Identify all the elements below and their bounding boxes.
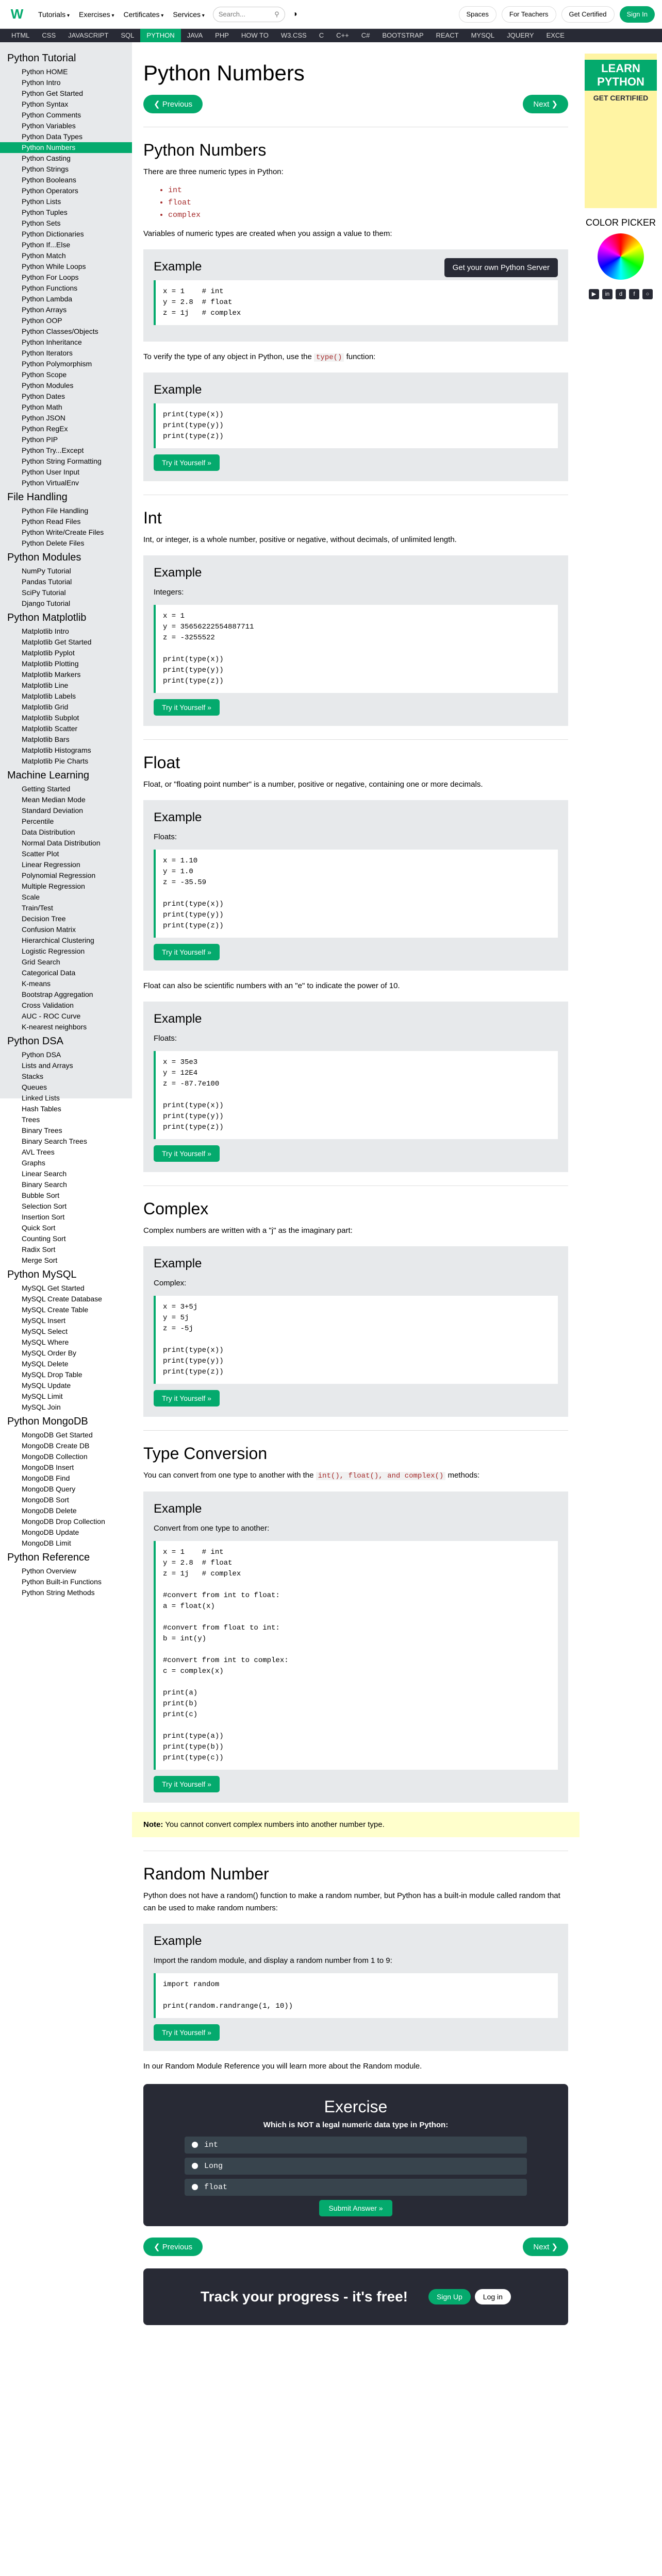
previous-button[interactable]: ❮ Previous bbox=[143, 2238, 203, 2256]
subnav-item[interactable]: HOW TO bbox=[241, 31, 269, 39]
subnav-item[interactable]: SQL bbox=[121, 31, 135, 39]
subnav-item[interactable]: C# bbox=[361, 31, 370, 39]
log-in-button[interactable]: Log in bbox=[475, 2289, 511, 2304]
sidebar-item[interactable]: Matplotlib Plotting bbox=[22, 659, 79, 668]
subnav-item[interactable]: PYTHON bbox=[140, 29, 180, 42]
code-block: x = 3+5j y = 5j z = -5j print(type(x)) print(type(y)) print(type(z)) bbox=[154, 1296, 558, 1384]
code-block: import random print(random.randrange(1, 10)) bbox=[154, 1973, 558, 2018]
sidebar-item[interactable]: MySQL Insert bbox=[22, 1316, 66, 1325]
subnav-item[interactable]: JAVA bbox=[187, 31, 203, 39]
float-text: Float, or "floating point number" is a number, positive or negative, containing one or more decimals. bbox=[143, 780, 483, 789]
sidebar-item[interactable]: NumPy Tutorial bbox=[22, 567, 71, 575]
subnav-item[interactable]: C++ bbox=[336, 31, 349, 39]
sidebar-item[interactable]: Python Operators bbox=[22, 187, 78, 195]
sidebar-item[interactable]: Data Distribution bbox=[22, 828, 75, 836]
sidebar-item[interactable]: Python VirtualEnv bbox=[22, 479, 79, 487]
sidebar-item[interactable]: Python Booleans bbox=[22, 176, 76, 184]
subnav-item[interactable]: JAVASCRIPT bbox=[68, 31, 109, 39]
sidebar-item[interactable]: Train/Test bbox=[22, 904, 53, 912]
sidebar-item[interactable]: Python OOP bbox=[22, 316, 62, 325]
subnav-item[interactable]: C bbox=[319, 31, 324, 39]
float-sci-text: Float can also be scientific numbers with an "e" to indicate the power of 10. bbox=[143, 981, 400, 991]
sidebar-item[interactable]: Binary Trees bbox=[22, 1126, 62, 1134]
code-block: x = 1.10 y = 1.0 z = -35.59 print(type(x)) print(type(y)) print(type(z)) bbox=[154, 850, 558, 938]
get-server-button[interactable]: Get your own Python Server bbox=[444, 258, 558, 277]
code-block: x = 1 # int y = 2.8 # float z = 1j # complex #convert from int to float: a = float(x) #convert from float to int: b = int(y) #convert from int to complex: c = complex(x) print(a) print(b) print(c) print(type(a)) print(type(b)) print(type(c)) bbox=[154, 1541, 558, 1770]
sidebar-item[interactable]: Python Match bbox=[22, 251, 66, 260]
sidebar-item[interactable]: MySQL Delete bbox=[22, 1360, 69, 1368]
sidebar-item[interactable]: Python Strings bbox=[22, 165, 69, 173]
example-box bbox=[143, 249, 568, 342]
example-box bbox=[143, 1924, 568, 2051]
sign-up-button[interactable]: Sign Up bbox=[428, 2289, 471, 2304]
search-input[interactable] bbox=[213, 7, 285, 22]
code-block: print(type(x)) print(type(y)) print(type(z)) bbox=[154, 403, 558, 448]
w3schools-logo[interactable]: W bbox=[10, 6, 24, 22]
sign-in-button[interactable] bbox=[620, 6, 655, 23]
example-label: Floats: bbox=[154, 1034, 177, 1043]
code-block: x = 1 y = 35656222554887711 z = -3255522 print(type(x)) print(type(y)) print(type(z)) bbox=[154, 605, 558, 693]
sidebar-section-title: Python MongoDB bbox=[7, 1416, 88, 1427]
sidebar-item[interactable]: MongoDB Drop Collection bbox=[22, 1517, 105, 1526]
sidebar-item[interactable]: Python DSA bbox=[22, 1050, 61, 1059]
example-box bbox=[143, 800, 568, 971]
try-it-button[interactable]: Try it Yourself » bbox=[154, 944, 220, 960]
sidebar-item[interactable]: MongoDB Collection bbox=[22, 1452, 88, 1461]
example-heading: Example bbox=[154, 566, 202, 580]
sidebar-item[interactable]: Binary Search bbox=[22, 1180, 67, 1189]
exercise-box bbox=[143, 2084, 568, 2226]
conversion-text-start: You can convert from one type to another with the bbox=[143, 1471, 314, 1480]
sidebar-item[interactable]: Python Built-in Functions bbox=[22, 1578, 102, 1586]
language-nav bbox=[0, 29, 662, 42]
sidebar-item[interactable]: Python Dates bbox=[22, 392, 65, 400]
sidebar-item[interactable]: Linked Lists bbox=[22, 1094, 60, 1102]
sidebar-item[interactable]: MongoDB Delete bbox=[22, 1506, 77, 1515]
sidebar-item[interactable]: Selection Sort bbox=[22, 1202, 67, 1210]
next-button[interactable]: Next ❯ bbox=[523, 95, 568, 113]
exercise-option[interactable]: int bbox=[185, 2137, 527, 2154]
teachers-button[interactable] bbox=[502, 6, 556, 23]
exercise-option[interactable]: Long bbox=[185, 2158, 527, 2175]
sidebar-section-title: File Handling bbox=[7, 492, 68, 503]
example-label: Import the random module, and display a random number from 1 to 9: bbox=[154, 1956, 392, 1965]
nav-certificates[interactable]: Certificates ▾ bbox=[123, 10, 163, 19]
example-heading: Example bbox=[154, 1934, 202, 1948]
verify-text-start: To verify the type of any object in Python, use the bbox=[143, 352, 312, 361]
sidebar-item[interactable]: Logistic Regression bbox=[22, 947, 85, 955]
sidebar-item[interactable]: Matplotlib Scatter bbox=[22, 724, 78, 733]
sidebar-item[interactable]: MySQL Drop Table bbox=[22, 1370, 82, 1379]
sidebar-item[interactable]: Trees bbox=[22, 1115, 40, 1124]
verify-text bbox=[143, 351, 568, 363]
sidebar-item[interactable]: Python Overview bbox=[22, 1567, 76, 1575]
try-it-button[interactable]: Try it Yourself » bbox=[154, 699, 220, 716]
random-reference-text: In our Random Module Reference you will learn more about the Random module. bbox=[143, 2061, 422, 2071]
sidebar-item[interactable]: Matplotlib Line bbox=[22, 681, 69, 689]
numeric-types-list bbox=[168, 184, 568, 222]
sidebar-item[interactable]: Normal Data Distribution bbox=[22, 839, 101, 847]
sidebar-item[interactable]: SciPy Tutorial bbox=[22, 588, 66, 597]
sidebar-item[interactable]: Standard Deviation bbox=[22, 806, 84, 815]
sidebar-item[interactable]: Python Delete Files bbox=[22, 539, 85, 547]
discord-icon[interactable]: d bbox=[616, 289, 626, 299]
exercise-question: Which is NOT a legal numeric data type in Python: bbox=[263, 2120, 449, 2129]
sidebar-item[interactable]: K-means bbox=[22, 979, 51, 988]
sidebar-item[interactable]: Python Get Started bbox=[22, 89, 84, 97]
sidebar-item[interactable]: MySQL Get Started bbox=[22, 1284, 85, 1292]
nav-services[interactable]: Services ▾ bbox=[173, 10, 205, 19]
sidebar-item[interactable]: Python Dictionaries bbox=[22, 230, 84, 238]
sidebar-item[interactable]: Python Lambda bbox=[22, 295, 73, 303]
code-block: x = 1 # int y = 2.8 # float z = 1j # complex bbox=[154, 280, 558, 325]
note-box bbox=[132, 1812, 580, 1837]
sidebar-item[interactable]: Python Numbers bbox=[0, 142, 132, 153]
sidebar-item[interactable]: Merge Sort bbox=[22, 1256, 58, 1264]
track-progress-banner bbox=[143, 2268, 568, 2325]
sidebar-section-title: Python Modules bbox=[7, 552, 81, 563]
facebook-icon[interactable]: f bbox=[629, 289, 639, 299]
example-heading: Example bbox=[154, 810, 202, 825]
subnav-item[interactable]: HTML bbox=[11, 31, 30, 39]
sidebar-item[interactable]: Matplotlib Pie Charts bbox=[22, 757, 89, 765]
sidebar-item[interactable]: Python For Loops bbox=[22, 273, 79, 281]
sidebar-item[interactable]: AUC - ROC Curve bbox=[22, 1012, 81, 1020]
sidebar-item[interactable]: Categorical Data bbox=[22, 969, 76, 977]
conversion-text bbox=[143, 1469, 568, 1482]
sidebar-item[interactable]: Python String Formatting bbox=[22, 457, 102, 465]
top-nav bbox=[38, 10, 205, 19]
exercise-title: Exercise bbox=[324, 2097, 388, 2116]
sidebar-item[interactable]: Python PIP bbox=[22, 435, 58, 444]
sidebar-section-title: Python Matplotlib bbox=[7, 612, 87, 623]
conversion-functions-code: int(), float(), and complex() bbox=[316, 1472, 446, 1480]
sidebar-item[interactable]: MySQL Create Database bbox=[22, 1295, 102, 1303]
sidebar-item[interactable]: Python Syntax bbox=[22, 100, 69, 108]
complex-text: Complex numbers are written with a "j" as the imaginary part: bbox=[143, 1226, 353, 1235]
sidebar-item[interactable]: Python Scope bbox=[22, 370, 67, 379]
sidebar-item[interactable]: MongoDB Limit bbox=[22, 1539, 71, 1547]
sidebar-item[interactable]: Python RegEx bbox=[22, 425, 68, 433]
sidebar-item[interactable]: Matplotlib Grid bbox=[22, 703, 69, 711]
note-text: You cannot convert complex numbers into another number type. bbox=[165, 1820, 385, 1829]
sidebar-item[interactable]: Python Variables bbox=[22, 122, 76, 130]
sidebar-item[interactable]: Python File Handling bbox=[22, 506, 89, 515]
sidebar-item[interactable]: Python Intro bbox=[22, 78, 61, 87]
sidebar-item[interactable]: AVL Trees bbox=[22, 1148, 55, 1156]
sidebar-item[interactable]: Python Classes/Objects bbox=[22, 327, 98, 335]
heading-type-conversion: Type Conversion bbox=[143, 1444, 268, 1463]
sidebar-item[interactable]: Matplotlib Labels bbox=[22, 692, 76, 700]
sidebar-item[interactable]: Pandas Tutorial bbox=[22, 578, 72, 586]
ad-title: LEARN PYTHON bbox=[585, 60, 657, 91]
nav-exercises[interactable]: Exercises ▾ bbox=[79, 10, 114, 19]
color-wheel-icon[interactable] bbox=[598, 233, 644, 280]
try-it-button[interactable]: Try it Yourself » bbox=[154, 454, 220, 471]
subnav-item[interactable]: JQUERY bbox=[507, 31, 534, 39]
sidebar-item[interactable]: MySQL Where bbox=[22, 1338, 69, 1346]
subnav-item[interactable]: MYSQL bbox=[471, 31, 495, 39]
example-box bbox=[143, 555, 568, 726]
heading-float: Float bbox=[143, 753, 180, 772]
intro-text: There are three numeric types in Python: bbox=[143, 167, 284, 176]
sidebar-item[interactable]: MongoDB Find bbox=[22, 1474, 70, 1482]
type-function-code: type() bbox=[314, 353, 344, 362]
example-label: Integers: bbox=[154, 588, 184, 597]
subnav-item[interactable]: PHP bbox=[215, 31, 229, 39]
sidebar-item[interactable]: Confusion Matrix bbox=[22, 925, 76, 934]
sidebar-item[interactable]: Matplotlib Get Started bbox=[22, 638, 92, 646]
sidebar-item[interactable]: Binary Search Trees bbox=[22, 1137, 87, 1145]
sidebar-item[interactable]: Matplotlib Histograms bbox=[22, 746, 91, 754]
sidebar-item[interactable]: Linear Regression bbox=[22, 860, 80, 869]
sidebar-item[interactable]: Cross Validation bbox=[22, 1001, 74, 1009]
sidebar-item[interactable]: Stacks bbox=[22, 1072, 44, 1080]
sidebar-item[interactable]: Getting Started bbox=[22, 785, 71, 793]
spaces-label: Spaces bbox=[466, 10, 489, 18]
sidebar-item[interactable]: Insertion Sort bbox=[22, 1213, 65, 1221]
sidebar-item[interactable]: Multiple Regression bbox=[22, 882, 85, 890]
example-box bbox=[143, 372, 568, 481]
sidebar-item[interactable]: Graphs bbox=[22, 1159, 45, 1167]
learn-python-ad[interactable] bbox=[585, 54, 657, 208]
sidebar-item[interactable]: MySQL Create Table bbox=[22, 1306, 89, 1314]
sidebar-item[interactable]: Counting Sort bbox=[22, 1234, 66, 1243]
sidebar-section-title: Python Reference bbox=[7, 1552, 90, 1563]
get-certified-button[interactable] bbox=[561, 6, 615, 23]
sidebar-section-title: Machine Learning bbox=[7, 770, 89, 781]
try-it-button[interactable]: Try it Yourself » bbox=[154, 1390, 220, 1406]
example-box bbox=[143, 1002, 568, 1172]
sidebar-item[interactable]: Python Tuples bbox=[22, 208, 68, 216]
sidebar-item[interactable]: Python While Loops bbox=[22, 262, 86, 270]
search-placeholder: Search... bbox=[218, 10, 245, 18]
sidebar-item[interactable]: Python JSON bbox=[22, 414, 65, 422]
conversion-text-end: methods: bbox=[448, 1471, 480, 1480]
sidebar-item[interactable]: Matplotlib Bars bbox=[22, 735, 70, 743]
sidebar-item[interactable]: Hierarchical Clustering bbox=[22, 936, 94, 944]
sidebar-item[interactable]: MySQL Select bbox=[22, 1327, 68, 1335]
right-sidebar bbox=[580, 42, 662, 311]
sidebar-item[interactable]: K-nearest neighbors bbox=[22, 1023, 87, 1031]
top-actions bbox=[459, 6, 655, 23]
sidebar-item[interactable]: MongoDB Query bbox=[22, 1485, 76, 1493]
sidebar-item[interactable]: Radix Sort bbox=[22, 1245, 56, 1253]
heading-int: Int bbox=[143, 509, 162, 528]
sidebar-item[interactable]: MySQL Limit bbox=[22, 1392, 63, 1400]
random-text: Python does not have a random() function to make a random number, but Python has a built-in module called random that can be used to make random numbers: bbox=[143, 1891, 560, 1912]
note-label: Note: bbox=[143, 1820, 163, 1829]
search-icon: ⚲ bbox=[274, 10, 279, 18]
spaces-button[interactable] bbox=[459, 6, 496, 23]
variables-text: Variables of numeric types are created when you assign a value to them: bbox=[143, 229, 392, 238]
sidebar-item[interactable]: Python Iterators bbox=[22, 349, 73, 357]
sidebar-item[interactable]: Python Try...Except bbox=[22, 446, 84, 454]
sidebar-item[interactable]: MySQL Update bbox=[22, 1381, 71, 1389]
sidebar-item[interactable]: Python HOME bbox=[22, 67, 68, 76]
sidebar-item[interactable]: Bubble Sort bbox=[22, 1191, 60, 1199]
sidebar-item[interactable]: Matplotlib Markers bbox=[22, 670, 81, 679]
sidebar-item[interactable]: Python If...Else bbox=[22, 241, 71, 249]
example-label: Convert from one type to another: bbox=[154, 1523, 270, 1533]
example-box bbox=[143, 1492, 568, 1803]
sidebar-item[interactable]: Scale bbox=[22, 893, 40, 901]
instagram-icon[interactable]: ○ bbox=[642, 289, 653, 299]
heading-numbers: Python Numbers bbox=[143, 141, 267, 159]
heading-complex: Complex bbox=[143, 1199, 209, 1218]
theme-toggle-icon[interactable]: ◑ bbox=[292, 9, 297, 19]
sidebar-item[interactable]: Python User Input bbox=[22, 468, 80, 476]
sidebar-item[interactable]: Scatter Plot bbox=[22, 850, 59, 858]
example-heading: Example bbox=[154, 260, 202, 274]
subnav-item[interactable]: EXCE bbox=[546, 31, 565, 39]
sidebar-item[interactable]: MongoDB Insert bbox=[22, 1463, 74, 1471]
main-content bbox=[132, 42, 580, 2355]
sidebar-item[interactable]: MongoDB Update bbox=[22, 1528, 79, 1536]
subnav-item[interactable]: REACT bbox=[436, 31, 459, 39]
subnav-item[interactable]: CSS bbox=[42, 31, 56, 39]
example-heading: Example bbox=[154, 1257, 202, 1271]
sidebar-item[interactable]: Python Math bbox=[22, 403, 62, 411]
try-it-button[interactable]: Try it Yourself » bbox=[154, 2024, 220, 2041]
example-label: Floats: bbox=[154, 833, 177, 842]
type-int: • int bbox=[168, 184, 568, 197]
int-text: Int, or integer, is a whole number, positive or negative, without decimals, of unlimited length. bbox=[143, 535, 457, 545]
sidebar-item[interactable]: MySQL Order By bbox=[22, 1349, 77, 1357]
sidebar-item[interactable]: Python Write/Create Files bbox=[22, 528, 104, 536]
heading-random: Random Number bbox=[143, 1864, 269, 1883]
page-title: Python Numbers bbox=[143, 61, 305, 85]
sidebar-item[interactable]: Polynomial Regression bbox=[22, 871, 96, 879]
sidebar-item[interactable]: Python Inheritance bbox=[22, 338, 82, 346]
verify-text-end: function: bbox=[346, 352, 376, 361]
sidebar-item[interactable]: Python String Methods bbox=[22, 1588, 95, 1597]
teachers-label: For Teachers bbox=[509, 10, 549, 18]
sidebar-item[interactable]: Matplotlib Intro bbox=[22, 627, 69, 635]
sidebar-item[interactable]: Python Lists bbox=[22, 197, 61, 206]
sidebar-item[interactable]: Python Polymorphism bbox=[22, 360, 92, 368]
sidebar-section-title: Python DSA bbox=[7, 1036, 63, 1047]
linkedin-icon[interactable]: in bbox=[602, 289, 613, 299]
subnav-item[interactable]: BOOTSTRAP bbox=[382, 31, 424, 39]
example-box bbox=[143, 1246, 568, 1417]
example-heading: Example bbox=[154, 1501, 202, 1516]
sidebar-item[interactable]: Python Read Files bbox=[22, 517, 81, 526]
sidebar-item[interactable]: Mean Median Mode bbox=[22, 795, 86, 804]
sidebar-item[interactable]: Matplotlib Subplot bbox=[22, 714, 79, 722]
sidebar-item[interactable]: Grid Search bbox=[22, 958, 60, 966]
example-heading: Example bbox=[154, 1012, 202, 1026]
get-certified-label: Get Certified bbox=[569, 10, 607, 18]
sidebar-item[interactable]: MySQL Join bbox=[22, 1403, 61, 1411]
social-icons bbox=[585, 289, 657, 299]
sidebar-item[interactable]: MongoDB Sort bbox=[22, 1496, 69, 1504]
subnav-item[interactable]: W3.CSS bbox=[280, 31, 307, 39]
sidebar-item[interactable]: Lists and Arrays bbox=[22, 1061, 73, 1070]
sidebar-item[interactable]: Decision Tree bbox=[22, 914, 66, 923]
sidebar-item[interactable]: MongoDB Get Started bbox=[22, 1431, 93, 1439]
submit-answer-button[interactable]: Submit Answer » bbox=[319, 2200, 392, 2216]
sign-in-label: Sign In bbox=[626, 10, 648, 18]
sidebar-section-title: Python Tutorial bbox=[7, 53, 76, 64]
try-it-button[interactable]: Try it Yourself » bbox=[154, 1776, 220, 1792]
nav-tutorials[interactable]: Tutorials ▾ bbox=[38, 10, 70, 19]
sidebar-item[interactable]: Hash Tables bbox=[22, 1105, 61, 1113]
next-button[interactable]: Next ❯ bbox=[523, 2238, 568, 2256]
top-bar bbox=[0, 0, 662, 29]
code-block: x = 35e3 y = 12E4 z = -87.7e100 print(type(x)) print(type(y)) print(type(z)) bbox=[154, 1051, 558, 1139]
sidebar-item[interactable]: Python Functions bbox=[22, 284, 78, 292]
sidebar-item[interactable]: Python Casting bbox=[22, 154, 71, 162]
example-heading: Example bbox=[154, 383, 202, 397]
youtube-icon[interactable]: ▶ bbox=[589, 289, 599, 299]
track-title: Track your progress - it's free! bbox=[201, 2288, 408, 2304]
sidebar-item[interactable]: Bootstrap Aggregation bbox=[22, 990, 93, 998]
sidebar-item[interactable]: Python Arrays bbox=[22, 306, 67, 314]
sidebar-item[interactable]: Matplotlib Pyplot bbox=[22, 649, 75, 657]
example-label: Complex: bbox=[154, 1279, 187, 1288]
sidebar-item[interactable]: Python Modules bbox=[22, 381, 74, 389]
sidebar-item[interactable]: Python Data Types bbox=[22, 132, 83, 141]
sidebar-item[interactable]: Queues bbox=[22, 1083, 47, 1091]
sidebar-item[interactable]: Linear Search bbox=[22, 1170, 67, 1178]
type-float: • float bbox=[168, 197, 568, 209]
ad-subtitle: GET CERTIFIED bbox=[593, 94, 649, 102]
sidebar-item[interactable]: Python Comments bbox=[22, 111, 81, 119]
sidebar-section-title: Python MySQL bbox=[7, 1269, 77, 1280]
color-picker-title: COLOR PICKER bbox=[585, 217, 656, 228]
sidebar-item[interactable]: Django Tutorial bbox=[22, 599, 71, 607]
type-complex: • complex bbox=[168, 209, 568, 222]
sidebar-item[interactable]: Python Sets bbox=[22, 219, 61, 227]
sidebar bbox=[0, 42, 132, 1597]
exercise-option[interactable]: float bbox=[185, 2179, 527, 2196]
sidebar-item[interactable]: Percentile bbox=[22, 817, 54, 825]
try-it-button[interactable]: Try it Yourself » bbox=[154, 1145, 220, 1162]
sidebar-item[interactable]: MongoDB Create DB bbox=[22, 1442, 90, 1450]
sidebar-item[interactable]: Quick Sort bbox=[22, 1224, 56, 1232]
previous-button[interactable]: ❮ Previous bbox=[143, 95, 203, 113]
